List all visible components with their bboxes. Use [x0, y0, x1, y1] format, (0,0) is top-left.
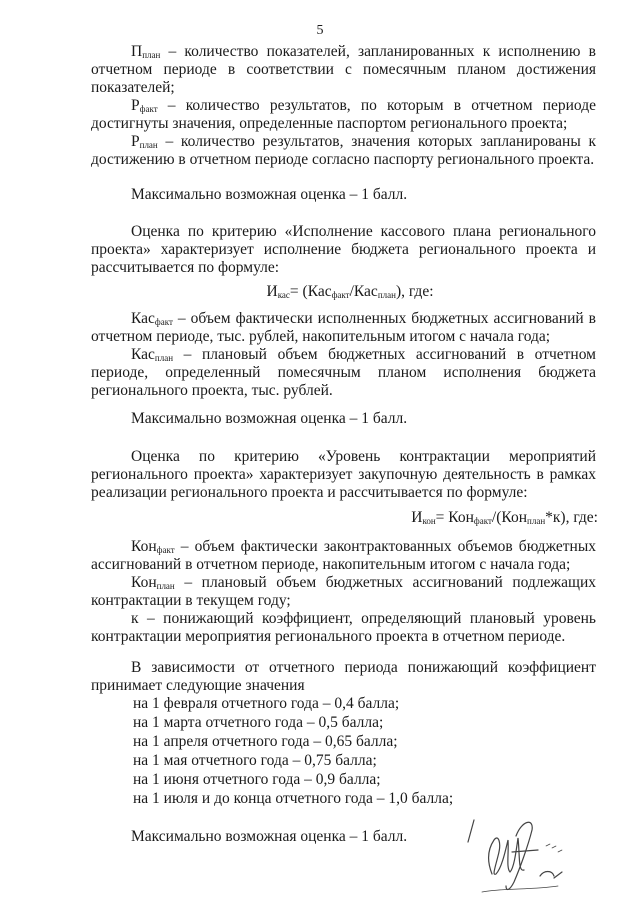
coef-item: на 1 февраля отчетного года – 0,4 балла; — [133, 695, 400, 712]
coef-intro: В зависимости от отчетного периода понижающий коэффициент принимает следующие значения — [91, 659, 596, 694]
max-score-2: Максимально возможная оценка – 1 балл. — [131, 410, 408, 427]
definition-kas-plan: Кас$_{план}$ – плановый объем бюджетных ассигнований в отчетном периоде, определенный помесячным планом исполнения бюджета регионального проекта, тыс. рублей. — [91, 346, 596, 399]
definition-kon-plan: Кон$_{план}$ – плановый объем бюджетных ассигнований подлежащих контрактации в текущем году; — [91, 574, 596, 609]
max-score-1: Максимально возможная оценка – 1 балл. — [131, 186, 408, 203]
definition-kon-fakt: Кон$_{факт}$ – объем фактически законтрактованных объемов бюджетных ассигнований в отчетном периоде, накопительным итогом с начала года; — [91, 538, 596, 573]
formula-kass: $И_{кас}= (Кас_{факт}/Кас_{план})$, где: — [266, 283, 434, 300]
definition-list-1 — [91, 43, 596, 169]
max-score-3: Максимально возможная оценка – 1 балл. — [131, 828, 408, 845]
coef-item: на 1 июля и до конца отчетного года – 1,0 балла; — [133, 790, 454, 807]
definition-list-3 — [91, 538, 596, 646]
formula-kon: $И_{кон}= Кон_{факт}/(Кон_{план}*к)$, где: — [411, 509, 598, 526]
criterion-kass-text: Оценка по критерию «Исполнение кассового плана регионального проекта» характеризует исполнение бюджета регионального проекта и рассчитывается по формуле: — [91, 223, 596, 276]
criterion-kon-text: Оценка по критерию «Уровень контрактации мероприятий регионального проекта» характеризует закупочную деятельность в рамках реализации регионального проекта и рассчитывается по формуле: — [91, 448, 596, 501]
definition-k: к – понижающий коэффициент, определяющий плановый уровень контрактации мероприятия регионального проекта в отчетном периоде. — [91, 610, 596, 645]
coef-item: на 1 марта отчетного года – 0,5 балла; — [133, 714, 384, 731]
coef-item: на 1 июня отчетного года – 0,9 балла; — [133, 771, 381, 788]
coef-item: на 1 мая отчетного года – 0,75 балла; — [133, 752, 377, 769]
definition-r-plan: $Р_{план}$ – количество результатов, значения которых запланированы к достижению в отчетном периоде согласно паспорту регионального проекта. — [91, 133, 596, 168]
definition-r-fakt: $Р_{факт}$ – количество результатов, по которым в отчетном периоде достигнуты значения, определенные паспортом регионального проекта; — [91, 97, 596, 132]
coef-item: на 1 апреля отчетного года – 0,65 балла; — [133, 733, 398, 750]
definition-list-2 — [91, 310, 596, 400]
definition-kas-fakt: Кас$_{факт}$ – объем фактически исполненных бюджетных ассигнований в отчетном периоде, тыс. рублей, накопительным итогом с начала года; — [91, 310, 596, 345]
definition-p-plan: $П_{план}$ – количество показателей, запланированных к исполнению в отчетном периоде в соответствии с помесячным планом достижения показателей; — [91, 43, 596, 96]
page-number: 5 — [316, 23, 324, 38]
handwritten-signature — [462, 812, 582, 897]
